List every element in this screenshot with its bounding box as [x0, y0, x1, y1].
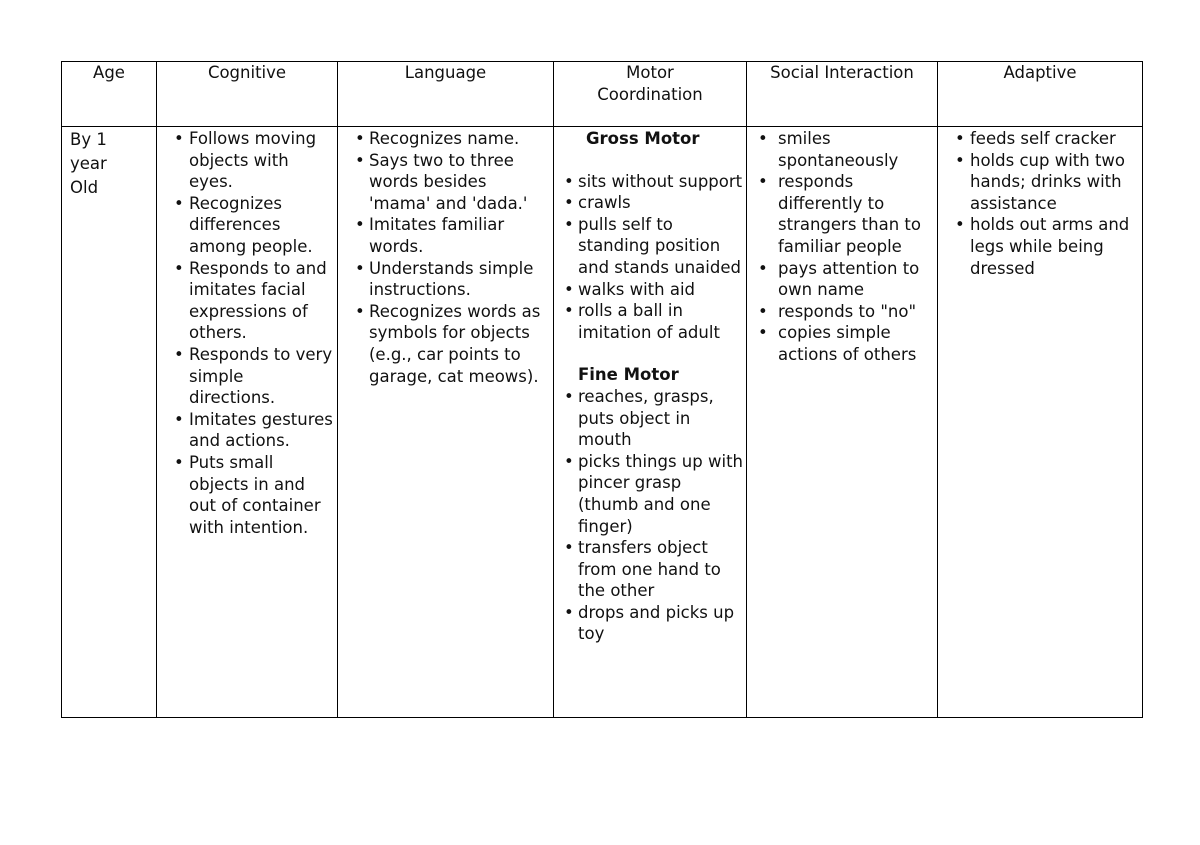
header-motor-coordination	[554, 62, 747, 127]
list-item	[953, 214, 1140, 279]
bullet-icon: •	[758, 323, 768, 343]
list-item	[754, 128, 935, 171]
adaptive-list	[953, 128, 1140, 279]
list-item	[172, 409, 333, 452]
list-item	[754, 171, 935, 257]
list-item-text: Follows moving objects with eyes.	[189, 129, 317, 192]
bullet-icon: •	[564, 451, 574, 471]
language-list	[352, 128, 551, 387]
age-label: By 1 year Old	[70, 130, 107, 197]
social-list	[754, 128, 935, 366]
cognitive-list	[172, 128, 333, 538]
bullet-icon: •	[174, 129, 184, 148]
header-language: Language	[338, 62, 554, 127]
header-cognitive: Cognitive	[157, 62, 338, 127]
list-item	[172, 258, 333, 344]
list-item	[561, 451, 744, 537]
list-item	[953, 150, 1140, 215]
list-item-text: Imitates familiar words.	[369, 215, 505, 256]
list-item-text: pays attention to own name	[778, 258, 920, 300]
list-item-text: smiles spontaneously	[778, 129, 899, 170]
list-item	[754, 322, 935, 365]
age-cell	[62, 127, 157, 718]
bullet-icon: •	[564, 301, 574, 321]
list-item	[352, 214, 551, 257]
bullet-icon: •	[174, 193, 184, 213]
list-item-text: Puts small objects in and out of container with intention.	[189, 452, 321, 537]
bullet-icon: •	[758, 129, 768, 148]
list-item-text: Responds to and imitates facial expressions of others.	[189, 258, 327, 343]
list-item	[352, 301, 551, 387]
list-item-text: feeds self cracker	[970, 129, 1116, 148]
social-cell	[747, 127, 938, 718]
bullet-icon: •	[355, 258, 365, 278]
bullet-icon: •	[758, 301, 768, 321]
header-adaptive: Adaptive	[938, 62, 1143, 127]
bullet-icon: •	[174, 409, 184, 429]
list-item	[352, 128, 551, 150]
list-item	[754, 301, 935, 323]
list-item	[561, 537, 744, 602]
bullet-icon: •	[564, 602, 574, 622]
motor-cell	[554, 127, 747, 718]
bullet-icon: •	[564, 171, 574, 191]
list-item	[561, 602, 744, 645]
list-item	[561, 300, 744, 343]
bullet-icon: •	[955, 150, 965, 170]
list-item-text: Responds to very simple directions.	[189, 344, 333, 408]
development-milestones-table	[61, 61, 1143, 718]
fine-motor-list	[561, 386, 744, 645]
bullet-icon: •	[174, 344, 184, 364]
list-item-text: walks with aid	[578, 279, 696, 299]
cognitive-cell	[157, 127, 338, 718]
list-item	[172, 344, 333, 409]
list-item	[352, 150, 551, 215]
list-item-text: Recognizes words as symbols for objects (e.g., car points to garage, cat meows).	[369, 301, 541, 386]
bullet-icon: •	[564, 214, 574, 234]
list-item-text: picks things up with pincer grasp (thumb and one finger)	[578, 451, 743, 536]
milestone-row	[62, 127, 1143, 718]
header-row	[62, 62, 1143, 127]
list-item	[561, 192, 744, 214]
list-item	[561, 171, 744, 193]
bullet-icon: •	[174, 452, 184, 472]
bullet-icon: •	[564, 279, 574, 299]
gross-motor-list	[561, 171, 744, 344]
list-item	[561, 386, 744, 451]
bullet-icon: •	[355, 215, 365, 235]
list-item-text: holds out arms and legs while being dressed	[970, 215, 1130, 278]
bullet-icon: •	[955, 215, 965, 235]
header-motor-label: Motor Coordination	[597, 63, 703, 104]
list-item-text: sits without support	[578, 171, 743, 191]
bullet-icon: •	[758, 172, 768, 192]
list-item-text: drops and picks up toy	[578, 602, 735, 644]
list-item-text: copies simple actions of others	[778, 323, 917, 364]
bullet-icon: •	[955, 129, 965, 148]
list-item	[172, 193, 333, 258]
list-item-text: pulls self to standing position and stands unaided	[578, 214, 741, 277]
list-item	[953, 128, 1140, 150]
bullet-icon: •	[355, 129, 365, 148]
gross-motor-heading: Gross Motor	[586, 129, 700, 148]
bullet-icon: •	[355, 301, 365, 321]
adaptive-cell	[938, 127, 1143, 718]
list-item-text: Recognizes name.	[369, 129, 520, 148]
bullet-icon: •	[564, 193, 574, 213]
list-item-text: Understands simple instructions.	[369, 258, 534, 300]
list-item-text: reaches, grasps, puts object in mouth	[578, 386, 714, 450]
header-social-interaction: Social Interaction	[747, 62, 938, 127]
list-item	[172, 452, 333, 538]
list-item-text: Recognizes differences among people.	[189, 193, 313, 256]
bullet-icon: •	[174, 258, 184, 278]
list-item-text: Says two to three words besides 'mama' and 'dada.'	[369, 150, 528, 213]
list-item	[561, 214, 744, 279]
list-item	[754, 258, 935, 301]
list-item-text: transfers object from one hand to the other	[578, 538, 721, 601]
header-age: Age	[62, 62, 157, 127]
list-item-text: Imitates gestures and actions.	[189, 409, 333, 451]
list-item	[561, 279, 744, 301]
list-item-text: responds to "no"	[778, 301, 917, 321]
list-item	[352, 258, 551, 301]
bullet-icon: •	[355, 150, 365, 170]
list-item-text: holds cup with two hands; drinks with assistance	[970, 150, 1126, 213]
list-item-text: responds differently to strangers than to familiar people	[778, 172, 921, 256]
list-item-text: rolls a ball in imitation of adult	[578, 301, 720, 342]
language-cell	[338, 127, 554, 718]
bullet-icon: •	[564, 538, 574, 558]
bullet-icon: •	[564, 386, 574, 406]
list-item-text: crawls	[578, 193, 631, 213]
bullet-icon: •	[758, 258, 768, 278]
list-item	[172, 128, 333, 193]
fine-motor-heading: Fine Motor	[578, 365, 679, 385]
